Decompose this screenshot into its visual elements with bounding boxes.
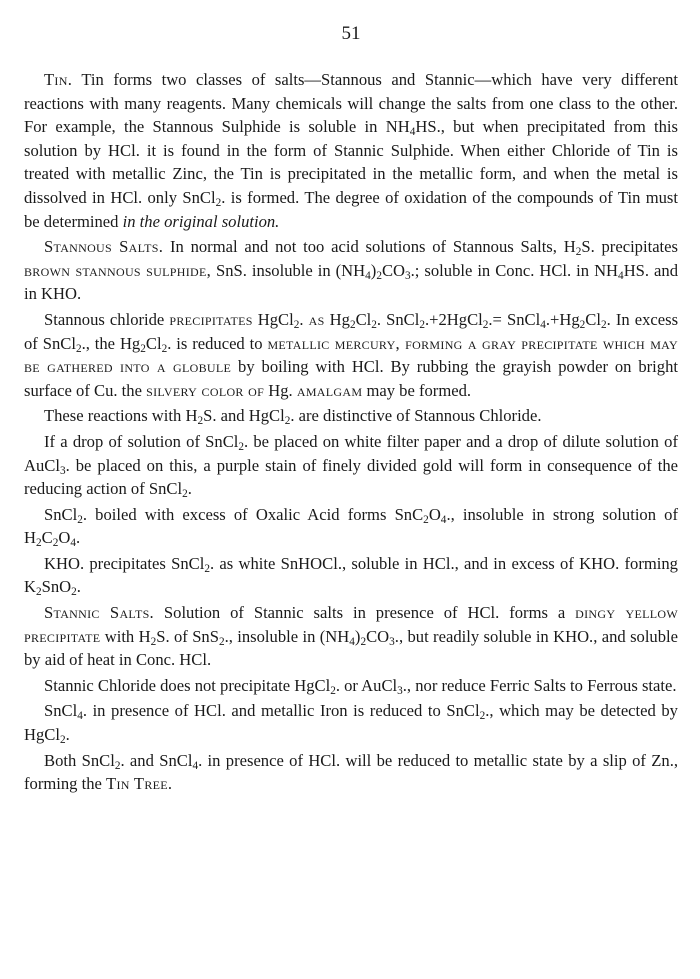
paragraph-stannic-chloride: Stannic Chloride does not precipitate HgCl$_2$. or AuCl$_3$., nor reduce Ferric Salts to Ferrous state. bbox=[44, 675, 677, 697]
paragraph-metallic-iron: SnCl$_4$. in presence of HCl. and metallic Iron is reduced to SnCl$_2$., which may be detected by HgCl$_2$. bbox=[24, 701, 678, 746]
paragraph-distinctive: These reactions with $H_2S$. and HgCl$_2$. are distinctive of Stannous Chloride. bbox=[44, 406, 542, 428]
heading-stannous-salts: Stannous Salts. bbox=[44, 237, 164, 257]
paragraph-filter-paper: If a drop of solution of SnCl$_2$. be placed on white filter paper and a drop of dilute solution of AuCl$_3$. be placed on this, a purple stain of finely divided gold will form in consequence of the reducing action of SnCl$_2$. bbox=[24, 431, 678, 500]
paragraph-oxalic-acid: SnCl$_2$. boiled with excess of Oxalic Acid forms $SnC_2O_4$., insoluble in strong solution of $H_2C_2O_4$. bbox=[24, 504, 678, 550]
paragraph-tin: Tin. Tin forms two classes of salts—Stannous and Stannic—which have very different reactions with many reagents. Many chemicals will change the salts from one class to the other. For example, the Stannous Sulphide is soluble in $NH_4HS$., but when precipitated from this solution by HCl. it is found in the form of Stannic Sulphide. When either Chloride of Tin is treated with metallic Zinc, the Tin is precipitated in the metallic form, and when the metal is dissolved in HCl. only SnCl$_2$. is formed. The degree of oxidation of the compounds of Tin must be determined in the original solution. bbox=[24, 70, 679, 231]
page-number: 51 bbox=[341, 23, 361, 44]
paragraph-kho: KHO. precipitates SnCl$_2$. as white SnHOCl., soluble in HCl., and in excess of KHO. forming $K_2SnO_2$. bbox=[24, 553, 678, 599]
paragraph-stannous-chloride: Stannous chloride precipitates HgCl$_2$. as $Hg_2Cl_2$. SnCl$_2$.+2HgCl$_2$.= $SnCl_4.+Hg_2Cl_2$. In excess of SnCl$_2$., the $Hg_2Cl_2$. is reduced to metallic mercury, forming a gray precipitate which may be gathered into a globule by boiling with HCl. By rubbing the grayish powder on bright surface of Cu. the silvery color of Hg. amalgam may be formed. bbox=[24, 309, 679, 400]
paragraph-tin-tree: Both SnCl$_2$. and SnCl$_4$. in presence of HCl. will be reduced to metallic state by a slip of Zn., forming the Tin Tree. bbox=[24, 750, 679, 794]
paragraph-stannic-salts: Stannic Salts. Solution of Stannic salts in presence of HCl. forms a dingy yellow precipitate with $H_2S$. of SnS$_2$., insoluble in $(NH_4)_2CO_3$., but readily soluble in KHO., and soluble by aid of heat in Conc. HCl. bbox=[24, 603, 679, 670]
heading-tin: Tin. bbox=[44, 70, 73, 89]
heading-stannic-salts: Stannic Salts. bbox=[44, 603, 154, 623]
paragraph-stannous-salts: Stannous Salts. In normal and not too acid solutions of Stannous Salts, $H_2S$. precipitates brown stannous sulphide, SnS. insoluble in $(NH_4)_2CO_3$.; soluble in Conc. HCl. in $NH_4HS$. and in KHO. bbox=[24, 237, 678, 304]
italic-emphasis: in the original solution. bbox=[122, 211, 280, 231]
